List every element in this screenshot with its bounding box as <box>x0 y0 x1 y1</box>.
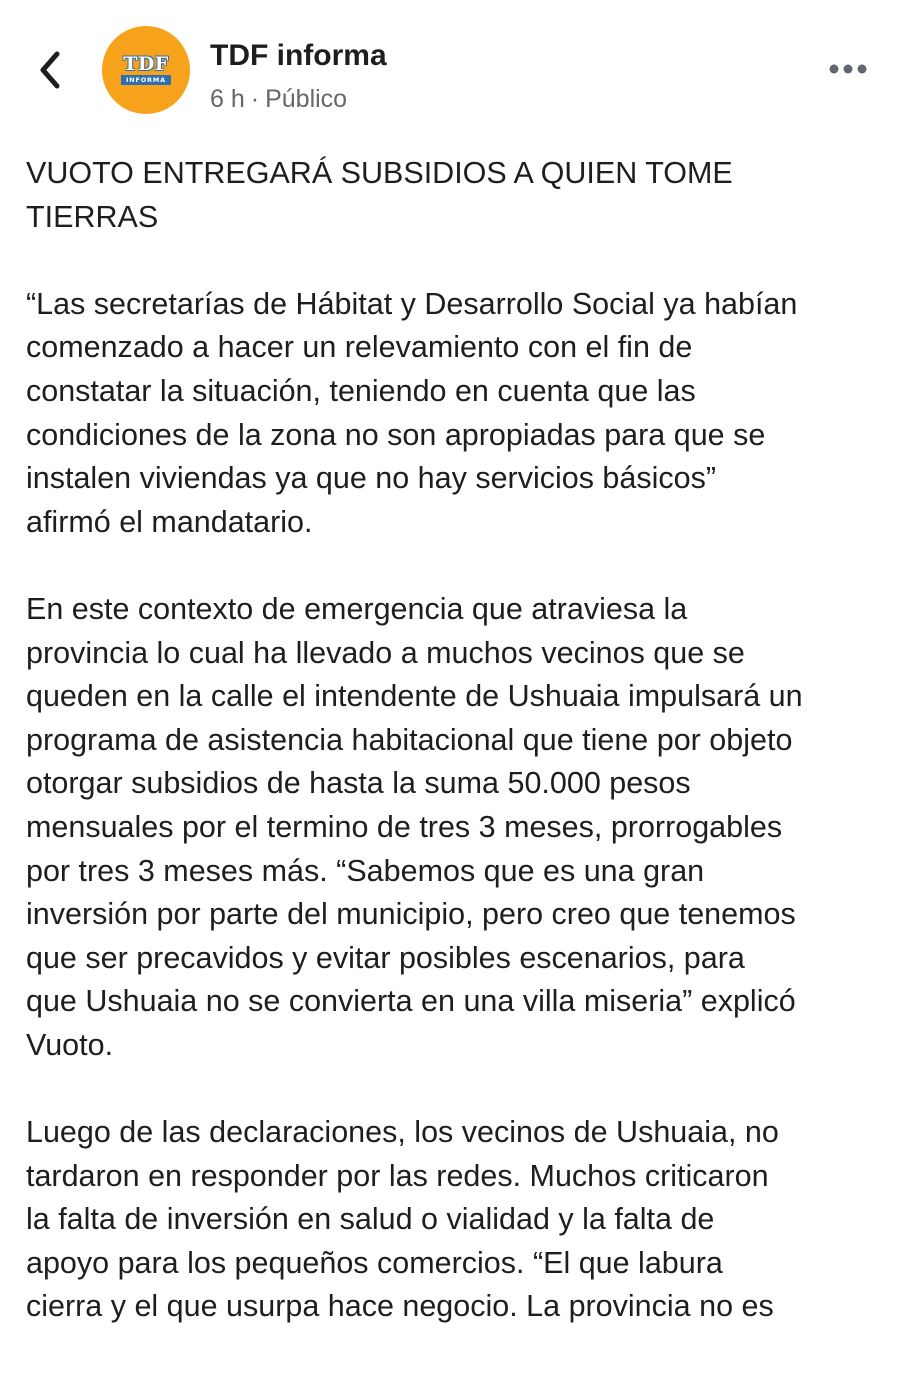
tdf-logo <box>119 55 173 85</box>
more-options-button[interactable] <box>826 54 870 84</box>
post-body <box>26 152 886 1373</box>
post-time[interactable]: 6 h <box>210 85 245 113</box>
more-horizontal-icon <box>828 63 868 75</box>
logo-sub-text: INFORMA <box>121 75 171 85</box>
post-paragraph: “Las secretarías de Hábitat y Desarrollo Social ya habían comenzado a hacer un relevamiento con el fin de constatar la situación, teniendo en cuenta que las condiciones de la zona no son apropiadas para que se instalen viviendas ya que no hay servicios básicos” afirmó el mandatario. <box>26 286 798 539</box>
meta-separator: · <box>250 85 260 113</box>
back-button[interactable] <box>30 44 70 96</box>
page-name-link[interactable]: TDF informa <box>210 39 387 72</box>
post-meta <box>210 84 347 114</box>
post-header <box>0 0 900 135</box>
post-paragraph: Luego de las declaraciones, los vecinos de Ushuaia, no tardaron en responder por las redes. Muchos criticaron la falta de inversión en salud o vialidad y la falta de apoyo para los pequeños comercios. “El que labura cierra y el que usurpa hace negocio. La provincia no es <box>26 1115 779 1324</box>
post-audience: Público <box>265 85 348 113</box>
post-paragraph: En este contexto de emergencia que atraviesa la provincia lo cual ha llevado a muchos vecinos que se queden en la calle el intendente de Ushuaia impulsará un programa de asistencia habitacional que tiene por objeto otorgar subsidios de hasta la suma 50.000 pesos mensuales por el termino de tres 3 meses, prorrogables por tres 3 meses más. “Sabemos que es una gran inversión por parte del municipio, pero creo que tenemos que ser precavidos y evitar posibles escenarios, para que Ushuaia no se convierta en una villa miseria” explicó Vuoto. <box>26 591 803 1062</box>
chevron-left-icon <box>37 50 63 90</box>
page-avatar[interactable] <box>102 26 190 114</box>
post-headline: VUOTO ENTREGARÁ SUBSIDIOS A QUIEN TOME TIERRAS <box>26 156 733 234</box>
logo-main-text: TDF <box>119 55 173 74</box>
